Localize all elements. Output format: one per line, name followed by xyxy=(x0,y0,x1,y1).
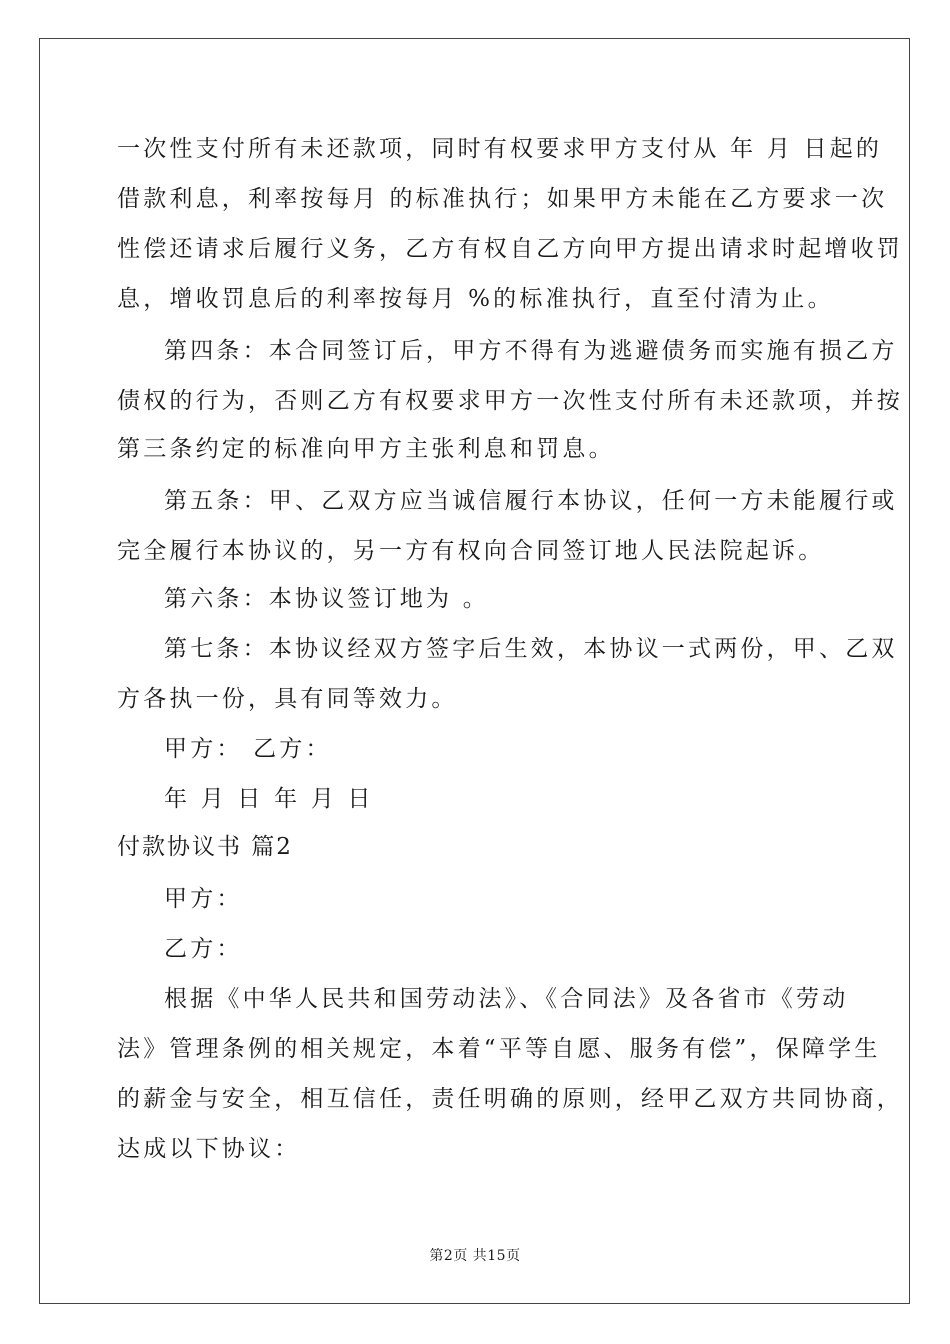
body-text-line: 方各执一份，具有同等效力。 xyxy=(117,686,458,712)
body-text-line: 借款利息，利率按每月 的标准执行；如果甲方未能在乙方要求一次 xyxy=(117,186,888,212)
body-text-line: 第三条约定的标准向甲方主张利息和罚息。 xyxy=(117,436,615,462)
article-7-text: 第七条：本协议经双方签字后生效，本协议一式两份，甲、乙双 xyxy=(164,636,898,662)
party-b-label: 乙方： xyxy=(164,936,243,962)
body-text-line: 法》管理条例的相关规定，本着“平等自愿、服务有偿”，保障学生 xyxy=(117,1036,881,1062)
body-text-line: 息，增收罚息后的利率按每月 %的标准执行，直至付清为止。 xyxy=(117,286,834,312)
body-text-line: 一次性支付所有未还款项，同时有权要求甲方支付从 年 月 日起的 xyxy=(117,136,883,162)
body-text-line: 完全履行本协议的，另一方有权向合同签订地人民法院起诉。 xyxy=(117,538,825,564)
article-4-text: 第四条：本合同签订后，甲方不得有为逃避债务而实施有损乙方 xyxy=(164,338,898,364)
body-text-line: 债权的行为，否则乙方有权要求甲方一次性支付所有未还款项，并按 xyxy=(117,388,903,414)
article-5-text: 第五条：甲、乙双方应当诚信履行本协议，任何一方未能履行或 xyxy=(164,488,898,514)
article-6-text: 第六条：本协议签订地为 。 xyxy=(164,586,489,612)
body-text-line: 的薪金与安全，相互信任，责任明确的原则，经甲乙双方共同协商， xyxy=(117,1086,903,1112)
body-text-line: 性偿还请求后履行义务，乙方有权自乙方向甲方提出请求时起增收罚 xyxy=(117,236,903,262)
signature-dates: 年 月 日 年 月 日 xyxy=(164,786,374,812)
page-border xyxy=(39,38,910,1304)
party-a-label: 甲方： xyxy=(164,886,243,912)
section-heading: 付款协议书 篇2 xyxy=(117,834,293,860)
page-number-footer: 第2页 共15页 xyxy=(429,1248,521,1264)
body-text-line: 根据《中华人民共和国劳动法》、《合同法》及各省市《劳动 xyxy=(164,986,849,1012)
body-text-line: 达成以下协议： xyxy=(117,1136,301,1162)
signature-parties: 甲方： 乙方： xyxy=(164,736,332,762)
